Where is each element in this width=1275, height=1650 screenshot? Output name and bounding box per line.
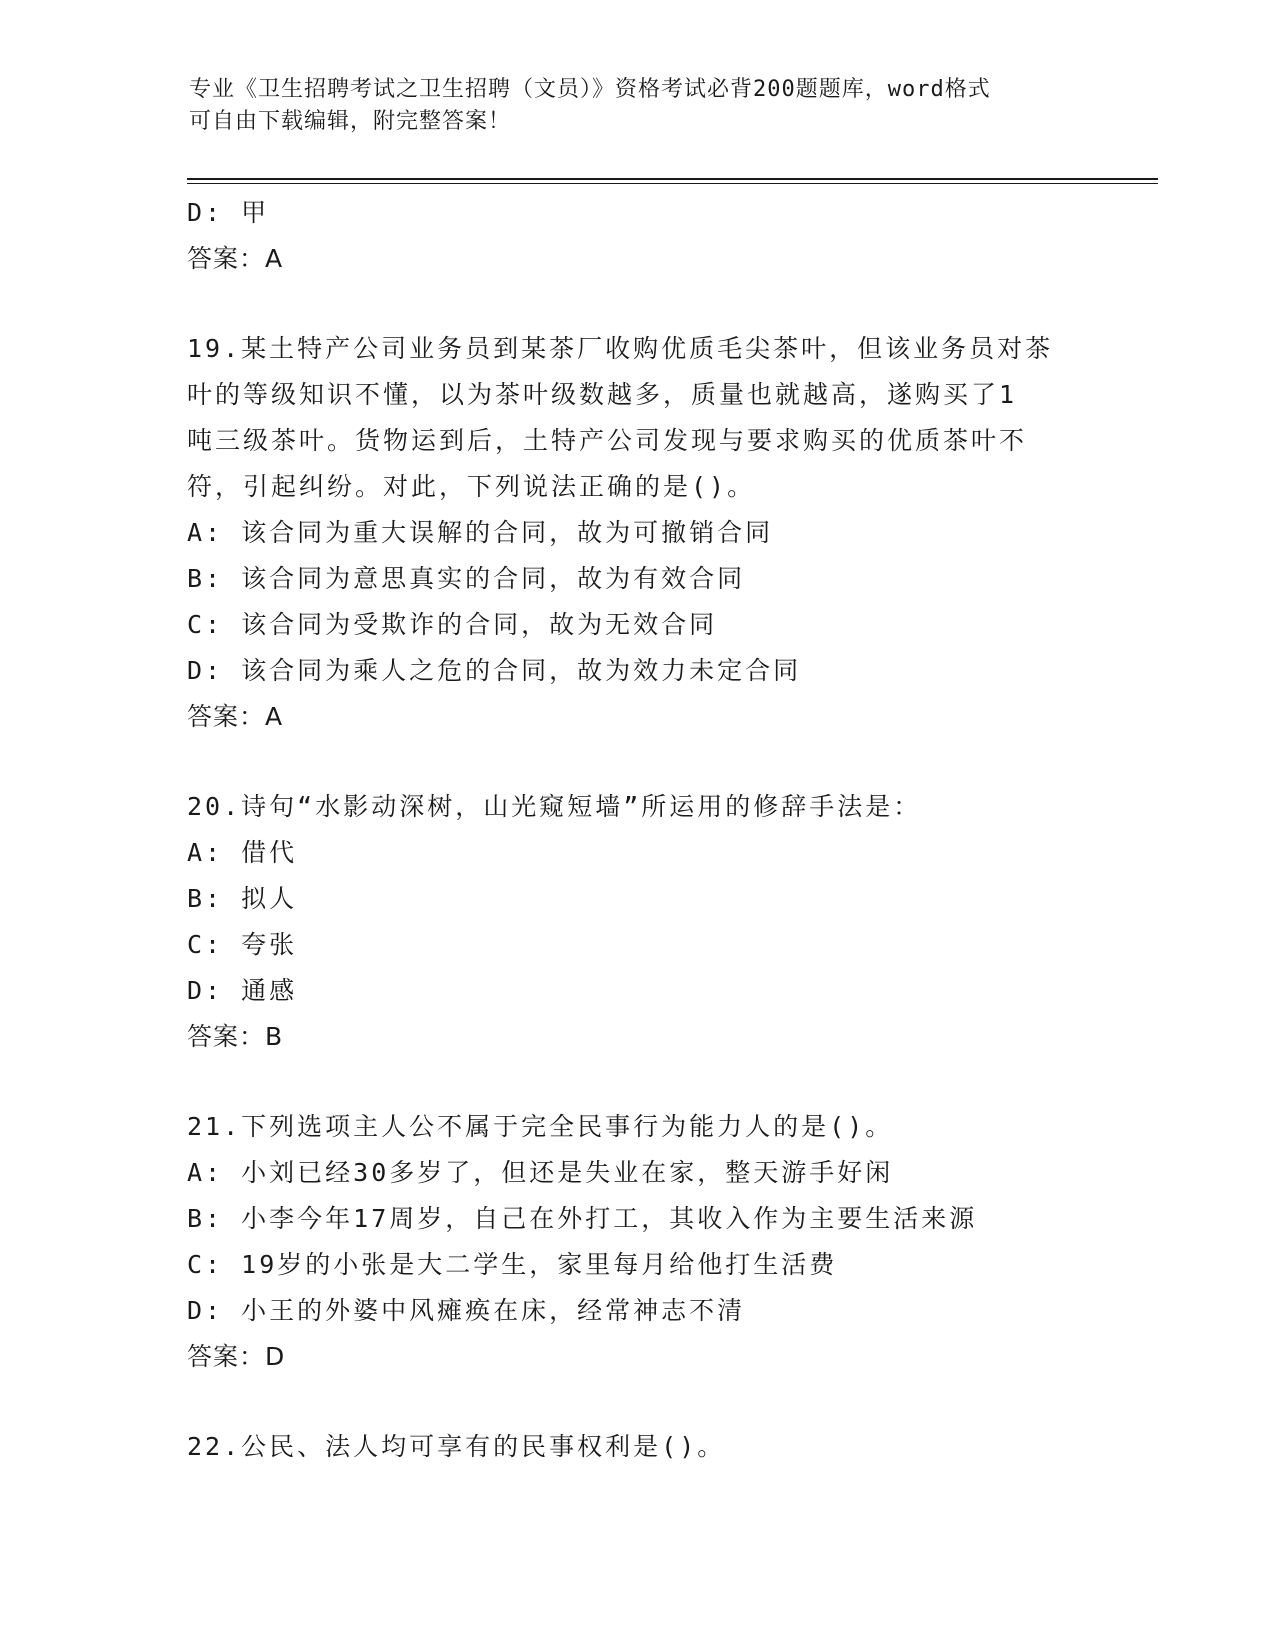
header-divider-thick (187, 178, 1158, 180)
option-c: C: 19岁的小张是大二学生，家里每月给他打生活费 (187, 1250, 838, 1279)
option-c: C: 该合同为受欺诈的合同，故为无效合同 (187, 610, 718, 639)
answer-line: 答案：D (187, 1342, 286, 1371)
option-d: D: 通感 (187, 976, 298, 1005)
spacer (187, 740, 1087, 784)
question-21 (187, 1104, 1087, 1380)
option-d: D: 甲 (187, 198, 270, 227)
question-22 (187, 1424, 1087, 1470)
header-title-line-1: 专业《卫生招聘考试之卫生招聘（文员）》资格考试必背200题题库，word格式 (189, 77, 991, 102)
spacer (187, 1380, 1087, 1424)
question-stem-line: 22.公民、法人均可享有的民事权利是()。 (187, 1432, 726, 1461)
header-divider-thin (187, 183, 1158, 184)
option-a: A: 借代 (187, 838, 298, 867)
question-stem-line: 叶的等级知识不懂，以为茶叶级数越多，质量也就越高，遂购买了1 (187, 380, 1018, 409)
answer-line: 答案：B (187, 1022, 284, 1051)
question-19 (187, 326, 1087, 740)
question-stem-line: 19.某土特产公司业务员到某茶厂收购优质毛尖茶叶，但该业务员对茶 (187, 334, 1054, 363)
spacer (187, 1060, 1087, 1104)
option-b: B: 拟人 (187, 884, 298, 913)
question-stem-line: 20.诗句“水影动深树，山光窥短墙”所运用的修辞手法是： (187, 792, 922, 821)
spacer (187, 282, 1087, 326)
option-b: B: 小李今年17周岁，自己在外打工，其收入作为主要生活来源 (187, 1204, 978, 1233)
question-stem-line: 符，引起纠纷。对此，下列说法正确的是()。 (187, 472, 756, 501)
question-20 (187, 784, 1087, 1060)
previous-question-fragment (187, 190, 1087, 282)
question-stem-line: 21.下列选项主人公不属于完全民事行为能力人的是()。 (187, 1112, 894, 1141)
option-b: B: 该合同为意思真实的合同，故为有效合同 (187, 564, 746, 593)
option-a: A: 小刘已经30多岁了，但还是失业在家，整天游手好闲 (187, 1158, 894, 1187)
answer-line: 答案：A (187, 244, 284, 273)
option-d: D: 该合同为乘人之危的合同，故为效力未定合同 (187, 656, 802, 685)
question-stem-line: 吨三级茶叶。货物运到后，土特产公司发现与要求购买的优质茶叶不 (187, 426, 1028, 455)
option-a: A: 该合同为重大误解的合同，故为可撤销合同 (187, 518, 774, 547)
question-list (187, 190, 1087, 1470)
header-title-line-2: 可自由下载编辑，附完整答案！ (189, 109, 512, 134)
option-c: C: 夸张 (187, 930, 298, 959)
document-header (189, 74, 1089, 138)
answer-line: 答案：A (187, 702, 284, 731)
option-d: D: 小王的外婆中风瘫痪在床，经常神志不清 (187, 1296, 746, 1325)
